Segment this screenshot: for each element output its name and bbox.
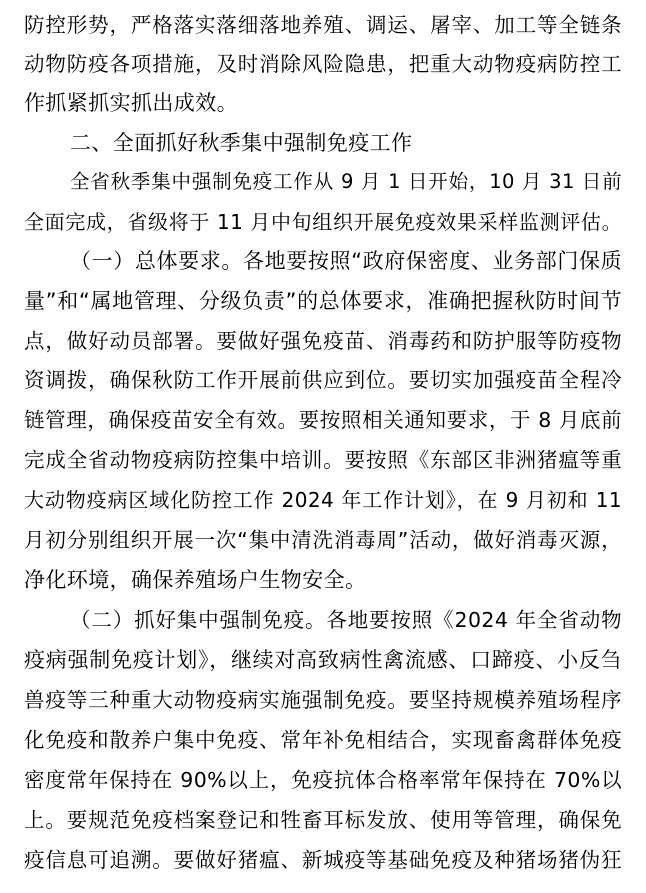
body-text-line: （一）总体要求。各地要按照“政府保密度、业务部门保质 <box>70 249 622 273</box>
body-text-line: 净化环境，确保养殖场户生物安全。 <box>24 568 367 592</box>
body-text-line: 量”和“属地管理、分级负责”的总体要求，准确把握秋防时间节 <box>24 289 622 313</box>
body-text-line: 全省秋季集中强制免疫工作从 9 月 1 日开始，10 月 31 日前 <box>70 170 622 193</box>
body-text-line: 兽疫等三种重大动物疫病实施强制免疫。要坚持规模养殖场程序 <box>24 688 622 712</box>
body-text-line: 月初分别组织开展一次“集中清洗消毒周”活动，做好消毒灭源， <box>24 528 622 552</box>
body-text-line: 密度常年保持在 90%以上，免疫抗体合格率常年保持在 70%以 <box>24 768 622 792</box>
body-text-line: 链管理，确保疫苗安全有效。要按照相关通知要求，于 8 月底前 <box>24 408 622 432</box>
body-text-line: 完成全省动物疫病防控集中培训。要按照《东部区非洲猪瘟等重 <box>24 448 622 472</box>
body-text-line: （二）抓好集中强制免疫。各地要按照《2024 年全省动物 <box>70 608 622 632</box>
body-text-line: 大动物疫病区域化防控工作 2024 年工作计划》，在 9 月初和 11 <box>24 488 622 512</box>
body-text-line: 资调拨，确保秋防工作开展前供应到位。要切实加强疫苗全程冷 <box>24 368 622 392</box>
body-text-line: 疫信息可追溯。要做好猪瘟、新城疫等基础免疫及种猪场猪伪狂 <box>24 848 622 872</box>
body-text-line: 上。要规范免疫档案登记和牲畜耳标发放、使用等管理，确保免 <box>24 808 622 832</box>
body-text-line: 全面完成，省级将于 11 月中旬组织开展免疫效果采样监测评估。 <box>24 210 622 234</box>
body-text-line: 点，做好动员部署。要做好强免疫苗、消毒药和防护服等防疫物 <box>24 329 622 353</box>
body-text-line: 防控形势，严格落实落细落地养殖、调运、屠宰、加工等全链条 <box>24 13 622 37</box>
body-text-line: 疫病强制免疫计划》，继续对高致病性禽流感、口蹄疫、小反刍 <box>24 648 622 672</box>
body-text-line: 作抓紧抓实抓出成效。 <box>24 91 238 115</box>
body-text-line: 动物防疫各项措施，及时消除风险隐患，把重大动物疫病防控工 <box>24 52 622 76</box>
section-heading: 二、全面抓好秋季集中强制免疫工作 <box>70 131 413 155</box>
body-text-line: 化免疫和散养户集中免疫、常年补免相结合，实现畜禽群体免疫 <box>24 728 622 752</box>
